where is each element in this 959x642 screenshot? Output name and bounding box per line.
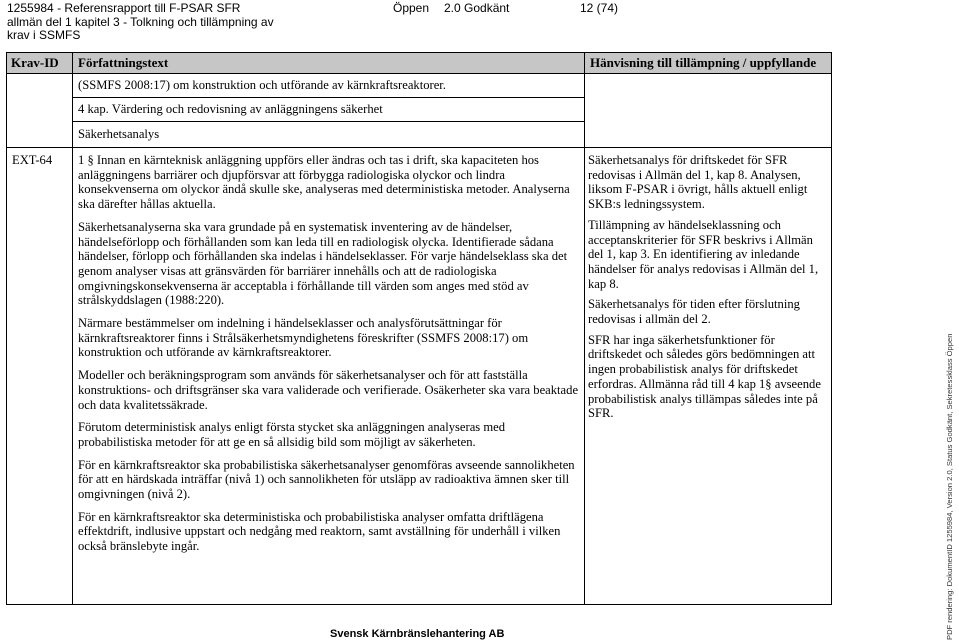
header-subtitle-line2: allmän del 1 kapitel 3 - Tolkning och tillämpning av — [7, 15, 274, 29]
row-separator-3 — [6, 147, 832, 148]
section-heading: Säkerhetsanalys — [78, 127, 160, 141]
requirement-paragraph: Förutom deterministisk analys enligt första stycket ska anläggningen analyseras med probabilistiska metoder för att ge en så allsidig bild som möjligt av säkerheten. — [78, 420, 506, 449]
document-title: Referensrapport till F-PSAR SFR — [64, 1, 241, 15]
table-divider-col1 — [72, 52, 73, 605]
footer-company-name: Svensk Kärnbränslehantering AB — [330, 628, 505, 640]
table-header-bottom — [6, 73, 832, 74]
pdf-rendering-sidebar: PDF rendering: DokumentID 1255984, Version 2.0, Status Godkänt, Sekretessklass Öppen — [945, 333, 954, 640]
reference-text — [588, 153, 828, 421]
reference-paragraph: Säkerhetsanalys för driftskedet för SFR redovisas i Allmän del 1, kap 8. Analysen, liksom F-PSAR i övrigt, hålls aktuell enligt SKB:s ledningssystem. — [588, 153, 808, 212]
header-title-line: 1255984 - Referensrapport till F-PSAR SFR — [7, 1, 241, 15]
column-header-krav-id: Krav-ID — [11, 55, 59, 70]
reference-paragraph: Säkerhetsanalys för tiden efter förslutning redovisas i allmän del 2. — [588, 297, 800, 327]
requirement-paragraph: Säkerhetsanalyserna ska vara grundade på en systematisk inventering av de händelser, händelseförlopp och förhållanden som kan leda till en radiologisk olycka. Identifierade sådana händelser, förlopp och förhållanden ska indelas i händelseklasser. För varje händelseklass ska det genom analyser visas att gränsvärden för barriärer innehålls och att de radiologiska omgivningskonsekvenserna är acceptabla i förhållande till värden som anges med stöd av strålskyddslagen (1988:220). — [78, 219, 568, 308]
document-version-status: 2.0 Godkänt — [444, 1, 510, 15]
table-border-left — [6, 52, 7, 605]
table-border-bottom — [6, 604, 832, 605]
row-separator-1 — [72, 97, 585, 98]
column-header-forfattningstext: Författningstext — [78, 55, 169, 70]
header-subtitle-line3: krav i SSMFS — [7, 28, 81, 42]
row-separator-2 — [72, 121, 585, 122]
page-number: 12 (74) — [580, 1, 619, 15]
reference-paragraph: SFR har inga säkerhetsfunktioner för driftskedet och således görs bedömningen att ingen probabilistisk analys för driftskedet erfordras. Allmänna råd till 4 kap 1§ avseende probabilistisk analys tillämpas således inte på SFR. — [588, 332, 821, 421]
requirement-paragraph: För en kärnkraftsreaktor ska probabilistiska säkerhetsanalyser genomföras avseende sannolikheten för att en härdskada inträffar (nivå 1) och sannolikheten för utsläpp av radioaktiva ämnen sker till omgivningen (nivå 2). — [78, 457, 575, 502]
requirement-paragraph: 1 § Innan en kärnteknisk anläggning uppförs eller ändras och tas i drift, ska kapaciteten hos anläggningens barriärer och djupförsvar att förbygga radiologiska olyckor och lindra konsekvenserna om olyckor ändå skulle ske, analyseras med deterministiska metoder. Analyserna ska därefter hållas aktuella. — [78, 153, 570, 212]
requirement-paragraph: För en kärnkraftsreaktor ska deterministiska och probabilistiska analyser omfatta driftlägena effektdrift, indlusive uppstart och nedgång med reaktorn, samt avställning för underhåll i vilken också bränslebyte ingår. — [78, 509, 561, 554]
requirement-paragraph: Modeller och beräkningsprogram som används för säkerhetsanalyser och för att fastställa konstruktions- och driftsgränser ska vara validerade och verifierade. Osäkerheter ska vara beaktade och data kvalitetssäkrade. — [78, 368, 579, 412]
document-id: 1255984 — [7, 1, 54, 15]
column-header-hanvisning: Hänvisning till tillämpning / uppfyllande — [590, 55, 817, 70]
reference-paragraph: Tillämpning av händelseklassning och acceptanskriterier för SFR beskrivs i Allmän del 1, kap 3. En identifiering av inledande händelser för analys redovisas i Allmän del 1, kap 8. — [588, 217, 819, 291]
requirement-paragraph: Närmare bestämmelser om indelning i händelseklasser och analysförutsättningar för kärnkraftsreaktorer finns i Strålsäkerhetsmyndighetens föreskrifter (SSMFS 2008:17) om konstruktion och utförande av kärnkraftsreaktorer. — [78, 316, 529, 360]
table-border-top — [6, 52, 832, 53]
requirement-text — [78, 153, 580, 554]
carry-over-row-text: (SSMFS 2008:17) om konstruktion och utförande av kärnkraftsreaktorer. — [78, 78, 446, 92]
document-status: Öppen — [393, 1, 430, 15]
table-divider-col2 — [584, 52, 585, 605]
requirement-id: EXT-64 — [12, 153, 53, 167]
chapter-heading: 4 kap. Värdering och redovisning av anläggningens säkerhet — [78, 102, 383, 116]
table-border-right — [831, 52, 832, 605]
